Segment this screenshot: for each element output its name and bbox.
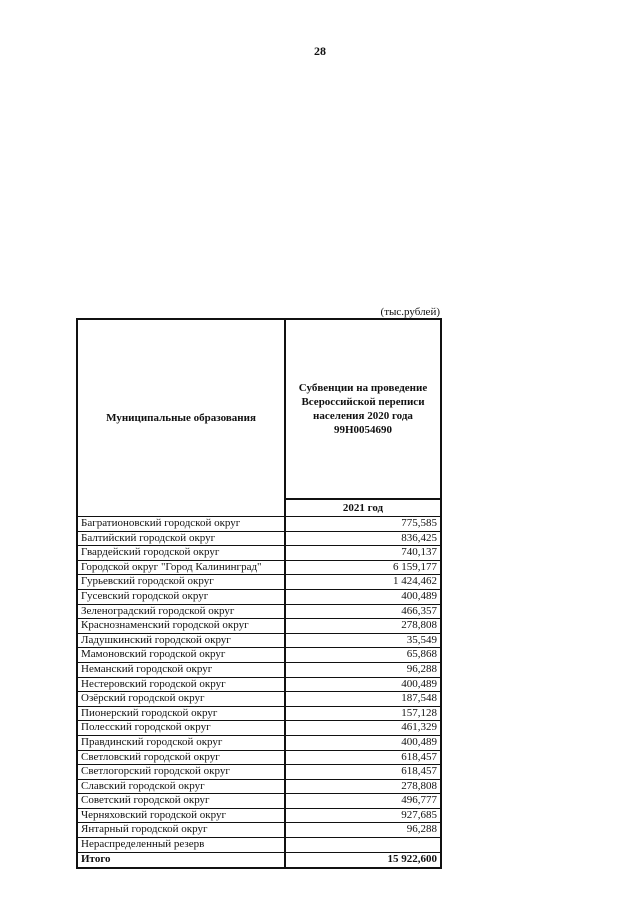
municipality-name: Краснознаменский городской округ [78, 619, 286, 633]
municipality-name: Советский городской округ [78, 794, 286, 808]
table-row [78, 809, 440, 824]
subsidy-value: 96,288 [406, 823, 437, 836]
column-header-subsidy [286, 320, 440, 498]
municipality-name: Неманский городской округ [78, 663, 286, 677]
subsidy-table [76, 318, 442, 869]
municipality-name: Ладушкинский городской округ [78, 634, 286, 648]
subsidy-header-line: Субвенции на проведение [298, 382, 428, 394]
municipality-name: Полесский городской округ [78, 721, 286, 735]
table-row [78, 663, 440, 678]
municipality-name: Нераспределенный резерв [78, 838, 286, 852]
municipality-name: Балтийский городской округ [78, 532, 286, 546]
subsidy-value: 96,288 [406, 662, 437, 675]
subsidy-value: 400,489 [401, 589, 437, 602]
subsidy-value: 461,329 [401, 721, 437, 734]
municipality-name: Гурьевский городской округ [78, 575, 286, 589]
subsidy-value: 400,489 [401, 735, 437, 748]
column-header-value-group [286, 320, 440, 516]
subsidy-value: 35,549 [406, 633, 437, 646]
municipality-name: Славский городской округ [78, 780, 286, 794]
subsidy-value: 836,425 [401, 531, 437, 544]
municipality-name: Пионерский городской округ [78, 707, 286, 721]
subsidy-header-line: населения 2020 года [313, 410, 413, 422]
municipality-name: Багратионовский городской округ [78, 517, 286, 531]
subsidy-value: 740,137 [401, 546, 437, 559]
subsidy-value: 618,457 [401, 750, 437, 763]
table-row [78, 707, 440, 722]
municipality-name: Зеленоградский городской округ [78, 605, 286, 619]
table-row [78, 751, 440, 766]
subsidy-header-line: Всероссийской переписи [301, 396, 425, 408]
table-row [78, 678, 440, 693]
table-row [78, 794, 440, 809]
subsidy-value: 927,685 [401, 808, 437, 821]
table-row [78, 765, 440, 780]
municipality-name: Мамоновский городской округ [78, 648, 286, 662]
table-row [78, 721, 440, 736]
subsidy-header-line: 99Н0054690 [333, 424, 393, 436]
table-row [78, 532, 440, 547]
subsidy-value: 6 159,177 [393, 560, 437, 573]
total-row [78, 853, 440, 868]
subsidy-value: 775,585 [401, 517, 437, 529]
municipality-name: Нестеровский городской округ [78, 678, 286, 692]
table-row [78, 619, 440, 634]
subsidy-value: 1 424,462 [393, 575, 437, 588]
municipality-name: Озёрский городской округ [78, 692, 286, 706]
table-row [78, 561, 440, 576]
column-header-year: 2021 год [286, 498, 440, 516]
total-label: Итого [78, 853, 286, 868]
table-row [78, 648, 440, 663]
table-body [78, 516, 440, 867]
table-row [78, 634, 440, 649]
municipality-name: Светловский городской округ [78, 751, 286, 765]
municipality-name: Светлогорский городской округ [78, 765, 286, 779]
table-row [78, 780, 440, 795]
subsidy-value: 187,548 [401, 692, 437, 705]
table-row [78, 546, 440, 561]
column-header-municipality: Муниципальные образования [78, 320, 286, 516]
table-row [78, 575, 440, 590]
municipality-name: Городской округ "Город Калининград" [78, 561, 286, 575]
units-label: (тыс.рублей) [380, 306, 440, 318]
municipality-name: Гвардейский городской округ [78, 546, 286, 560]
subsidy-value: 278,808 [401, 619, 437, 632]
table-row [78, 590, 440, 605]
subsidy-value: 278,808 [401, 779, 437, 792]
table-row [78, 605, 440, 620]
table-row [78, 736, 440, 751]
municipality-name: Гусевский городской округ [78, 590, 286, 604]
subsidy-value: 466,357 [401, 604, 437, 617]
subsidy-value: 618,457 [401, 765, 437, 778]
table-row [78, 838, 440, 853]
subsidy-value: 496,777 [401, 794, 437, 807]
subsidy-value [286, 838, 440, 852]
municipality-name: Янтарный городской округ [78, 823, 286, 837]
table-row [78, 823, 440, 838]
municipality-name: Черняховский городской округ [78, 809, 286, 823]
table-row [78, 692, 440, 707]
subsidy-value: 65,868 [406, 648, 437, 661]
total-value: 15 922,600 [387, 852, 437, 865]
subsidy-value: 157,128 [401, 706, 437, 719]
municipality-name: Правдинский городской округ [78, 736, 286, 750]
table-row [78, 517, 440, 532]
page-number: 28 [314, 44, 326, 58]
subsidy-value: 400,489 [401, 677, 437, 690]
table-header [78, 320, 440, 516]
